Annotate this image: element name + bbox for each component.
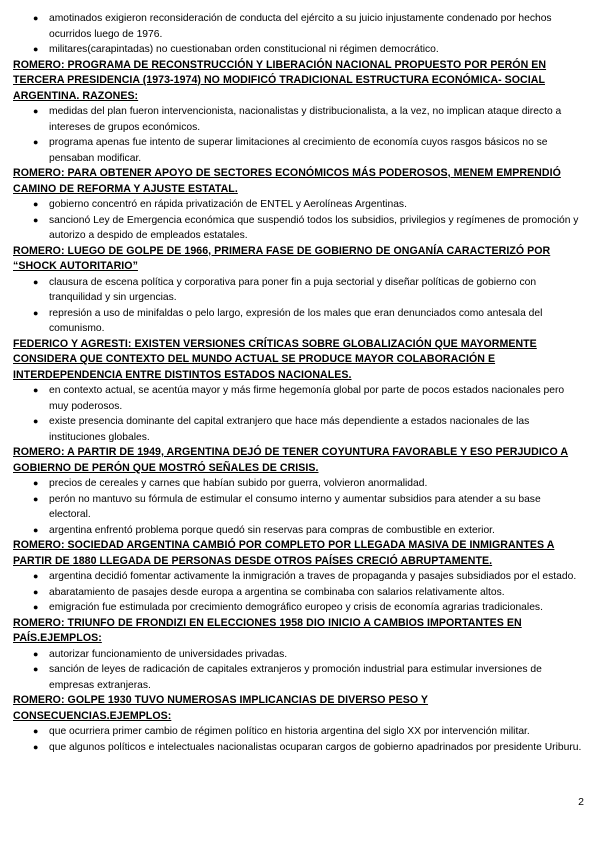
section-heading: ROMERO: GOLPE 1930 TUVO NUMEROSAS IMPLICANCIAS DE DIVERSO PESO Y CONSECUENCIAS.EJEMPLOS: bbox=[13, 694, 429, 722]
bullet-icon: ● bbox=[33, 586, 39, 597]
bullet-text: autorizar funcionamiento de universidades privadas. bbox=[49, 648, 288, 660]
section bbox=[13, 445, 585, 538]
bullet-item bbox=[13, 523, 585, 539]
bullet-text: amotinados exigieron reconsideración de conducta del ejército a su juicio injustamente condenado por hechos ocurridos luego de 1976. bbox=[49, 13, 552, 40]
bullet-icon: ● bbox=[33, 385, 39, 395]
bullet-list bbox=[13, 383, 585, 445]
bullet-icon: ● bbox=[33, 199, 39, 209]
bullet-item bbox=[13, 42, 585, 58]
bullet-list bbox=[13, 197, 585, 244]
bullet-item bbox=[13, 662, 585, 693]
bullet-icon: ● bbox=[33, 416, 39, 426]
bullet-item bbox=[13, 724, 585, 740]
section bbox=[13, 166, 585, 244]
bullet-text: emigración fue estimulada por crecimiento demográfico europeo y crisis de economía agrarias tradicionales. bbox=[49, 602, 543, 613]
bullet-icon: ● bbox=[33, 571, 39, 581]
bullet-text: existe presencia dominante del capital extranjero que hace más dependiente a estados nacionales de las instituciones globales. bbox=[49, 416, 530, 443]
bullet-item bbox=[13, 585, 585, 601]
bullet-text: precios de cereales y carnes que habían subido por guerra, volvieron anormalidad. bbox=[49, 478, 428, 489]
section bbox=[13, 538, 585, 616]
bullet-list bbox=[13, 104, 585, 166]
bullet-item bbox=[13, 306, 585, 337]
bullet-text: perón no mantuvo su fórmula de estimular el consumo interno y aumentar subsidios para atender a su base electoral. bbox=[49, 493, 541, 520]
bullet-list bbox=[13, 275, 585, 337]
bullet-text: sancionó Ley de Emergencia económica que suspendió todos los subsidios, privilegios y regímenes de promoción y autorizo a despido de empleados estatales. bbox=[49, 214, 579, 241]
bullet-item bbox=[13, 476, 585, 492]
bullet-item bbox=[13, 414, 585, 445]
section bbox=[13, 693, 585, 755]
bullet-icon: ● bbox=[33, 106, 39, 116]
bullet-item bbox=[13, 213, 585, 244]
bullet-item bbox=[13, 11, 585, 42]
section bbox=[13, 616, 585, 694]
bullet-text: medidas del plan fueron intervencionista, nacionalistas y distribucionalista, a la vez, no implican ataque directo a intereses de grupos económicos. bbox=[49, 106, 562, 133]
bullet-icon: ● bbox=[33, 478, 39, 488]
bullet-text: en contexto actual, se acentúa mayor y más firme hegemonía global por parte de pocos estados nacionales pero muy poderosos. bbox=[49, 385, 565, 412]
bullet-icon: ● bbox=[33, 13, 39, 23]
bullet-text: que ocurriera primer cambio de régimen político en historia argentina del siglo XX por intervención militar. bbox=[49, 726, 530, 737]
bullet-icon: ● bbox=[33, 664, 39, 674]
bullet-icon: ● bbox=[33, 276, 39, 287]
bullet-list bbox=[13, 647, 585, 694]
page-number: 2 bbox=[578, 796, 584, 808]
bullet-list bbox=[13, 11, 585, 58]
bullet-icon: ● bbox=[33, 741, 39, 752]
bullet-text: represión a uso de minifaldas o pelo largo, expresión de los males que eran denunciados como antesala del comunismo. bbox=[49, 307, 543, 334]
section bbox=[13, 337, 585, 446]
bullet-item bbox=[13, 383, 585, 414]
section bbox=[13, 58, 585, 167]
bullet-icon: ● bbox=[33, 137, 39, 147]
section-heading: FEDERICO Y AGRESTI: EXISTEN VERSIONES CRÍTICAS SOBRE GLOBALIZACIÓN QUE MAYORMENTE CONSIDERA QUE CONTEXTO DEL MUNDO ACTUAL SE PRODUCE MAYOR COLABORACIÓN E INTERDEPENDENCIA ENTRE DISTINTOS ESTADOS NACIONALES. bbox=[13, 337, 537, 381]
bullet-item bbox=[13, 569, 585, 585]
section bbox=[13, 244, 585, 337]
bullet-icon: ● bbox=[33, 214, 39, 225]
bullet-text: argentina decidió fomentar activamente la inmigración a traves de propaganda y pasajes subsidiados por el estado. bbox=[49, 571, 577, 582]
bullet-item bbox=[13, 492, 585, 523]
bullet-icon: ● bbox=[33, 493, 39, 504]
bullet-icon: ● bbox=[33, 726, 39, 736]
bullet-text: militares(carapintadas) no cuestionaban orden constitucional ni régimen democrático. bbox=[49, 44, 439, 55]
section-heading: ROMERO: PROGRAMA DE RECONSTRUCCIÓN Y LIBERACIÓN NACIONAL PROPUESTO POR PERÓN EN TERCERA PRESIDENCIA (1973-1974) NO MODIFICÓ TRADICIONAL ESTRUCTURA ECONÓMICA- SOCIAL ARGENTINA. RAZONES: bbox=[13, 58, 547, 102]
bullet-text: abaratamiento de pasajes desde europa a argentina se combinaba con salarios relativamente altos. bbox=[49, 586, 505, 598]
bullet-icon: ● bbox=[33, 602, 39, 612]
section-heading: ROMERO: SOCIEDAD ARGENTINA CAMBIÓ POR COMPLETO POR LLEGADA MASIVA DE INMIGRANTES A PARTIR DE 1880 LLEGADA DE PERSONAS DESDE OTROS PAÍSES CRECIÓ ABRUPTAMENTE. bbox=[13, 539, 555, 567]
bullet-text: sanción de leyes de radicación de capitales extranjeros y promoción industrial para estimular inversiones de empresas extranjeras. bbox=[49, 664, 542, 691]
bullet-item bbox=[13, 104, 585, 135]
bullet-item bbox=[13, 197, 585, 213]
bullet-text: clausura de escena política y corporativa para poner fin a puja sectorial y diseñar políticas de gobierno con tranquilidad y sin urgencias. bbox=[49, 276, 537, 303]
section-heading: ROMERO: PARA OBTENER APOYO DE SECTORES ECONÓMICOS MÁS PODEROSOS, MENEM EMPRENDIÓ CAMINO DE REFORMA Y AJUSTE ESTATAL. bbox=[13, 167, 561, 195]
bullet-icon: ● bbox=[33, 524, 39, 535]
bullet-item bbox=[13, 275, 585, 306]
bullet-item bbox=[13, 600, 585, 616]
section-heading: ROMERO: TRIUNFO DE FRONDIZI EN ELECCIONES 1958 DIO INICIO A CAMBIOS IMPORTANTES EN PAÍS.EJEMPLOS: bbox=[13, 616, 522, 644]
bullet-list bbox=[13, 569, 585, 616]
bullet-icon: ● bbox=[33, 44, 39, 54]
section-heading: ROMERO: LUEGO DE GOLPE DE 1966, PRIMERA FASE DE GOBIERNO DE ONGANÍA CARACTERIZÓ POR “SHOCK AUTORITARIO” bbox=[13, 244, 551, 272]
bullet-text: que algunos políticos e intelectuales nacionalistas ocuparan cargos de gobierno apadrinados por presidente Uriburu. bbox=[49, 741, 582, 753]
bullet-item bbox=[13, 740, 585, 756]
document-body bbox=[13, 11, 585, 755]
bullet-list bbox=[13, 724, 585, 755]
section-heading: ROMERO: A PARTIR DE 1949, ARGENTINA DEJÓ DE TENER COYUNTURA FAVORABLE Y ESO PERJUDICO A GOBIERNO DE PERÓN QUE MOSTRÓ SEÑALES DE CRISIS. bbox=[13, 446, 569, 474]
bullet-item bbox=[13, 135, 585, 166]
bullet-list bbox=[13, 476, 585, 538]
bullet-text: gobierno concentró en rápida privatización de ENTEL y Aerolíneas Argentinas. bbox=[49, 199, 407, 210]
bullet-icon: ● bbox=[33, 648, 39, 659]
bullet-icon: ● bbox=[33, 307, 39, 318]
bullet-text: programa apenas fue intento de superar limitaciones al crecimiento de economía cuyos rasgos básicos no se pensaban modificar. bbox=[49, 137, 548, 164]
section bbox=[13, 11, 585, 58]
bullet-text: argentina enfrentó problema porque quedó sin reservas para compras de combustible en exterior. bbox=[49, 524, 495, 536]
bullet-item bbox=[13, 647, 585, 663]
